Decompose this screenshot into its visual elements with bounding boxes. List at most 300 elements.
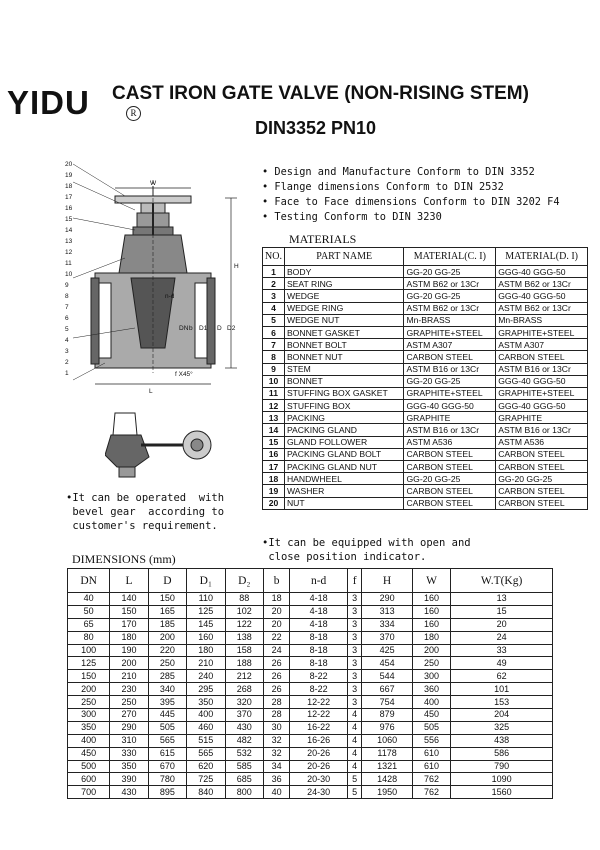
features-list — [262, 165, 560, 225]
dimensions-cell: 200 — [412, 644, 450, 657]
materials-row — [263, 326, 588, 338]
callout-18: 18 — [65, 183, 73, 190]
header-cell: MATERIAL(D. I) — [496, 248, 588, 266]
callout-6: 6 — [65, 315, 69, 322]
dimensions-cell: 565 — [148, 734, 186, 747]
materials-row — [263, 266, 588, 278]
dimensions-cell: 3 — [347, 696, 361, 709]
materials-cell: BODY — [284, 266, 404, 278]
dimensions-cell: 36 — [263, 773, 289, 786]
dimensions-cell: 515 — [187, 734, 225, 747]
materials-header-row — [263, 248, 588, 266]
dimensions-cell: 340 — [148, 683, 186, 696]
materials-cell: GRAPHITE+STEEL — [496, 387, 588, 399]
dimensions-cell: 8-22 — [290, 670, 348, 683]
dimensions-cell: 150 — [148, 593, 186, 606]
dimensions-cell: 150 — [68, 670, 110, 683]
materials-row — [263, 351, 588, 363]
materials-row — [263, 497, 588, 509]
materials-cell: GRAPHITE+STEEL — [496, 326, 588, 338]
materials-cell: GGG-40 GGG-50 — [496, 290, 588, 302]
dimensions-cell: 430 — [110, 786, 148, 799]
dimensions-row — [68, 773, 553, 786]
dimensions-cell: 290 — [362, 593, 412, 606]
dimensions-cell: 438 — [451, 734, 553, 747]
valve-section-drawing — [55, 158, 255, 398]
dimensions-cell: 685 — [225, 773, 263, 786]
materials-cell: 13 — [263, 412, 285, 424]
dimensions-cell: 5 — [347, 786, 361, 799]
dimensions-cell: 200 — [148, 631, 186, 644]
materials-cell: 10 — [263, 375, 285, 387]
dim-label-d1: D1 — [199, 325, 208, 332]
materials-cell: ASTM B62 or 13Cr — [496, 278, 588, 290]
dimensions-cell: 4 — [347, 721, 361, 734]
materials-cell: 15 — [263, 436, 285, 448]
materials-row — [263, 412, 588, 424]
materials-cell: GRAPHITE — [496, 412, 588, 424]
header-cell: D₁ — [187, 569, 225, 593]
dimensions-cell: 150 — [110, 605, 148, 618]
dimensions-cell: 102 — [225, 605, 263, 618]
dimensions-cell: 20 — [263, 618, 289, 631]
dimensions-cell: 34 — [263, 760, 289, 773]
dimensions-cell: 445 — [148, 709, 186, 722]
dimensions-cell: 790 — [451, 760, 553, 773]
dimensions-cell: 840 — [187, 786, 225, 799]
callout-10: 10 — [65, 271, 73, 278]
dimensions-cell: 32 — [263, 734, 289, 747]
dim-label-dn: DN — [179, 325, 189, 332]
callout-20: 20 — [65, 161, 73, 168]
materials-caption: MATERIALS — [289, 232, 357, 246]
dimensions-cell: 28 — [263, 709, 289, 722]
dimensions-cell: 13 — [451, 593, 553, 606]
dimensions-cell: 1090 — [451, 773, 553, 786]
materials-cell: 12 — [263, 400, 285, 412]
materials-cell: HANDWHEEL — [284, 473, 404, 485]
header-cell: b — [263, 569, 289, 593]
dimensions-cell: 610 — [412, 747, 450, 760]
callout-15: 15 — [65, 216, 73, 223]
materials-row — [263, 278, 588, 290]
dimensions-cell: 49 — [451, 657, 553, 670]
materials-cell: CARBON STEEL — [496, 448, 588, 460]
dimensions-cell: 8-18 — [290, 657, 348, 670]
dimensions-cell: 3 — [347, 644, 361, 657]
materials-cell: 20 — [263, 497, 285, 509]
dimensions-cell: 4-18 — [290, 618, 348, 631]
dimensions-cell: 1428 — [362, 773, 412, 786]
callout-13: 13 — [65, 238, 73, 245]
dimensions-cell: 160 — [412, 618, 450, 631]
dimensions-cell: 20-26 — [290, 760, 348, 773]
dimensions-cell: 350 — [110, 760, 148, 773]
dimensions-cell: 762 — [412, 773, 450, 786]
bevel-gear-drawing — [105, 405, 235, 485]
materials-row — [263, 387, 588, 399]
dimensions-cell: 610 — [412, 760, 450, 773]
dimensions-caption: DIMENSIONS (mm) — [72, 552, 176, 566]
dimensions-cell: 400 — [68, 734, 110, 747]
dimensions-cell: 320 — [225, 696, 263, 709]
dimensions-cell: 240 — [187, 670, 225, 683]
materials-row — [263, 473, 588, 485]
dimensions-row — [68, 593, 553, 606]
dimensions-cell: 620 — [187, 760, 225, 773]
dimensions-cell: 15 — [451, 605, 553, 618]
feature-item: • Face to Face dimensions Conform to DIN 3202 F4 — [262, 196, 560, 208]
dimensions-cell: 3 — [347, 657, 361, 670]
materials-row — [263, 375, 588, 387]
dimensions-cell: 160 — [412, 605, 450, 618]
dimensions-cell: 24 — [263, 644, 289, 657]
feature-item: • Design and Manufacture Conform to DIN 3352 — [262, 166, 535, 178]
dimensions-cell: 1950 — [362, 786, 412, 799]
dimensions-cell: 125 — [68, 657, 110, 670]
header-cell: NO. — [263, 248, 285, 266]
dimensions-cell: 50 — [68, 605, 110, 618]
dimensions-cell: 4-18 — [290, 593, 348, 606]
dimensions-cell: 879 — [362, 709, 412, 722]
dimensions-cell: 350 — [187, 696, 225, 709]
callout-16: 16 — [65, 205, 73, 212]
dim-label-h: H — [234, 263, 239, 270]
dimensions-cell: 544 — [362, 670, 412, 683]
materials-cell: 18 — [263, 473, 285, 485]
dimensions-row — [68, 734, 553, 747]
dim-label-b: b — [189, 325, 193, 332]
dimensions-cell: 370 — [225, 709, 263, 722]
materials-row — [263, 424, 588, 436]
dimensions-row — [68, 696, 553, 709]
dim-label-l: L — [149, 388, 153, 395]
feature-item: • Flange dimensions Conform to DIN 2532 — [262, 181, 504, 193]
dimensions-cell: 185 — [148, 618, 186, 631]
header-cell: DN — [68, 569, 110, 593]
dimensions-cell: 20-26 — [290, 747, 348, 760]
dimensions-cell: 110 — [187, 593, 225, 606]
materials-cell: 2 — [263, 278, 285, 290]
dimensions-cell: 500 — [68, 760, 110, 773]
dimensions-cell: 395 — [148, 696, 186, 709]
materials-cell: CARBON STEEL — [404, 485, 496, 497]
materials-cell: ASTM A536 — [404, 436, 496, 448]
materials-cell: GGG-40 GGG-50 — [404, 400, 496, 412]
materials-cell: ASTM B62 or 13Cr — [404, 278, 496, 290]
dimensions-cell: 300 — [68, 709, 110, 722]
materials-cell: CARBON STEEL — [496, 351, 588, 363]
dimensions-cell: 780 — [148, 773, 186, 786]
feature-item: • Testing Conform to DIN 3230 — [262, 211, 442, 223]
materials-row — [263, 314, 588, 326]
dimensions-cell: 1178 — [362, 747, 412, 760]
header-cell: H — [362, 569, 412, 593]
materials-cell: ASTM B16 or 13Cr — [496, 363, 588, 375]
dimensions-cell: 532 — [225, 747, 263, 760]
dimensions-cell: 65 — [68, 618, 110, 631]
dimensions-cell: 1560 — [451, 786, 553, 799]
dimensions-cell: 482 — [225, 734, 263, 747]
dimensions-cell: 204 — [451, 709, 553, 722]
dimensions-cell: 270 — [110, 709, 148, 722]
materials-cell: ASTM A307 — [496, 339, 588, 351]
dimensions-cell: 3 — [347, 605, 361, 618]
callout-12: 12 — [65, 249, 73, 256]
header-cell: PART NAME — [284, 248, 404, 266]
materials-cell: 6 — [263, 326, 285, 338]
dimensions-cell: 754 — [362, 696, 412, 709]
dimensions-cell: 3 — [347, 593, 361, 606]
dimensions-row — [68, 644, 553, 657]
dimensions-cell: 290 — [110, 721, 148, 734]
dimensions-cell: 26 — [263, 683, 289, 696]
dimensions-cell: 26 — [263, 657, 289, 670]
dimensions-cell: 4 — [347, 709, 361, 722]
materials-row — [263, 339, 588, 351]
materials-cell: GG-20 GG-25 — [496, 473, 588, 485]
materials-cell: 17 — [263, 461, 285, 473]
dim-label-nd: n-d — [165, 293, 175, 300]
callout-9: 9 — [65, 282, 69, 289]
dimensions-cell: 200 — [110, 657, 148, 670]
dimensions-header-row — [68, 569, 553, 593]
dimensions-cell: 122 — [225, 618, 263, 631]
materials-cell: GG-20 GG-25 — [404, 375, 496, 387]
materials-cell: GRAPHITE+STEEL — [404, 387, 496, 399]
dim-label-w: W — [150, 180, 157, 187]
dimensions-cell: 670 — [148, 760, 186, 773]
dimensions-cell: 40 — [68, 593, 110, 606]
dimensions-row — [68, 605, 553, 618]
materials-cell: WEDGE NUT — [284, 314, 404, 326]
materials-cell: GG-20 GG-25 — [404, 266, 496, 278]
dimensions-cell: 125 — [187, 605, 225, 618]
materials-cell: ASTM B16 or 13Cr — [404, 424, 496, 436]
materials-cell: Mn-BRASS — [404, 314, 496, 326]
materials-cell: BONNET GASKET — [284, 326, 404, 338]
dimensions-cell: 505 — [148, 721, 186, 734]
dimensions-cell: 24-30 — [290, 786, 348, 799]
dimensions-row — [68, 760, 553, 773]
dimensions-cell: 725 — [187, 773, 225, 786]
materials-row — [263, 436, 588, 448]
dimensions-cell: 430 — [225, 721, 263, 734]
dimensions-cell: 762 — [412, 786, 450, 799]
dimensions-cell: 800 — [225, 786, 263, 799]
dimensions-cell: 565 — [187, 747, 225, 760]
callout-4: 4 — [65, 337, 69, 344]
dimensions-cell: 230 — [110, 683, 148, 696]
materials-cell: ASTM B16 or 13Cr — [496, 424, 588, 436]
materials-cell: GGG-40 GGG-50 — [496, 400, 588, 412]
dimensions-row — [68, 709, 553, 722]
brand-logo: YIDU — [7, 84, 90, 121]
materials-row — [263, 485, 588, 497]
materials-cell: PACKING GLAND BOLT — [284, 448, 404, 460]
dimensions-row — [68, 657, 553, 670]
materials-cell: 14 — [263, 424, 285, 436]
materials-cell: GG-20 GG-25 — [404, 290, 496, 302]
header-cell: D₂ — [225, 569, 263, 593]
materials-cell: 16 — [263, 448, 285, 460]
materials-cell: 4 — [263, 302, 285, 314]
materials-cell: 11 — [263, 387, 285, 399]
dimensions-row — [68, 721, 553, 734]
dimensions-cell: 1060 — [362, 734, 412, 747]
header-cell: L — [110, 569, 148, 593]
materials-cell: 8 — [263, 351, 285, 363]
materials-cell: ASTM B62 or 13Cr — [496, 302, 588, 314]
dimensions-cell: 20 — [451, 618, 553, 631]
callout-8: 8 — [65, 293, 69, 300]
dimensions-row — [68, 618, 553, 631]
dimensions-cell: 12-22 — [290, 709, 348, 722]
materials-cell: GLAND FOLLOWER — [284, 436, 404, 448]
registered-mark: R — [126, 106, 141, 121]
dimensions-cell: 160 — [412, 593, 450, 606]
dim-label-d2: D2 — [227, 325, 236, 332]
materials-cell: PACKING — [284, 412, 404, 424]
dimensions-cell: 212 — [225, 670, 263, 683]
dimensions-cell: 1321 — [362, 760, 412, 773]
dimensions-cell: 586 — [451, 747, 553, 760]
dimensions-cell: 295 — [187, 683, 225, 696]
header-cell: MATERIAL(C. I) — [404, 248, 496, 266]
dimensions-cell: 3 — [347, 683, 361, 696]
dimensions-cell: 200 — [68, 683, 110, 696]
dimensions-cell: 180 — [110, 631, 148, 644]
dimensions-cell: 667 — [362, 683, 412, 696]
dimensions-cell: 615 — [148, 747, 186, 760]
dimensions-cell: 4 — [347, 734, 361, 747]
dimensions-cell: 895 — [148, 786, 186, 799]
dimensions-cell: 16-26 — [290, 734, 348, 747]
indicator-note: •It can be equipped with open and close position indicator. — [262, 537, 471, 563]
dimensions-cell: 210 — [187, 657, 225, 670]
dimensions-cell: 28 — [263, 696, 289, 709]
dimensions-cell: 88 — [225, 593, 263, 606]
dimensions-cell: 153 — [451, 696, 553, 709]
callout-2: 2 — [65, 359, 69, 366]
dimensions-cell: 26 — [263, 670, 289, 683]
materials-cell: ASTM B16 or 13Cr — [404, 363, 496, 375]
callout-14: 14 — [65, 227, 73, 234]
callout-1: 1 — [65, 370, 69, 377]
materials-cell: 3 — [263, 290, 285, 302]
dim-label-f: f X45° — [175, 371, 193, 378]
dimensions-cell: 505 — [412, 721, 450, 734]
materials-cell: GGG-40 GGG-50 — [496, 375, 588, 387]
materials-cell: BONNET — [284, 375, 404, 387]
dimensions-cell: 220 — [148, 644, 186, 657]
dimensions-cell: 30 — [263, 721, 289, 734]
dimensions-cell: 250 — [412, 657, 450, 670]
dim-label-d: D — [217, 325, 222, 332]
dimensions-cell: 145 — [187, 618, 225, 631]
dimensions-cell: 4-18 — [290, 605, 348, 618]
materials-cell: CARBON STEEL — [496, 497, 588, 509]
dimensions-cell: 976 — [362, 721, 412, 734]
dimensions-cell: 8-22 — [290, 683, 348, 696]
header-cell: D — [148, 569, 186, 593]
materials-cell: NUT — [284, 497, 404, 509]
dimensions-cell: 101 — [451, 683, 553, 696]
dimensions-cell: 4 — [347, 760, 361, 773]
materials-row — [263, 400, 588, 412]
dimensions-cell: 62 — [451, 670, 553, 683]
dimensions-cell: 180 — [187, 644, 225, 657]
materials-row — [263, 363, 588, 375]
dimensions-cell: 160 — [187, 631, 225, 644]
dimensions-cell: 190 — [110, 644, 148, 657]
materials-cell: GGG-40 GGG-50 — [496, 266, 588, 278]
materials-cell: CARBON STEEL — [404, 461, 496, 473]
callout-19: 19 — [65, 172, 73, 179]
dimensions-cell: 22 — [263, 631, 289, 644]
header-cell: W.T(Kg) — [451, 569, 553, 593]
materials-row — [263, 461, 588, 473]
materials-cell: WEDGE RING — [284, 302, 404, 314]
materials-cell: CARBON STEEL — [496, 485, 588, 497]
dimensions-cell: 16-22 — [290, 721, 348, 734]
callout-7: 7 — [65, 304, 69, 311]
dimensions-cell: 188 — [225, 657, 263, 670]
document-title: CAST IRON GATE VALVE (NON-RISING STEM) — [112, 83, 529, 104]
materials-row — [263, 290, 588, 302]
dimensions-cell: 250 — [68, 696, 110, 709]
dimensions-cell: 268 — [225, 683, 263, 696]
dimensions-cell: 4 — [347, 747, 361, 760]
dimensions-cell: 400 — [412, 696, 450, 709]
materials-cell: GG-20 GG-25 — [404, 473, 496, 485]
header-cell: W — [412, 569, 450, 593]
callout-5: 5 — [65, 326, 69, 333]
dimensions-cell: 24 — [451, 631, 553, 644]
dimensions-cell: 80 — [68, 631, 110, 644]
dimensions-cell: 350 — [68, 721, 110, 734]
dimensions-cell: 600 — [68, 773, 110, 786]
header-cell: f — [347, 569, 361, 593]
dimensions-cell: 165 — [148, 605, 186, 618]
dimensions-row — [68, 670, 553, 683]
materials-cell: 5 — [263, 314, 285, 326]
dimensions-cell: 370 — [362, 631, 412, 644]
materials-cell: CARBON STEEL — [496, 461, 588, 473]
dimensions-cell: 325 — [451, 721, 553, 734]
dimensions-row — [68, 786, 553, 799]
dimensions-cell: 210 — [110, 670, 148, 683]
dimensions-cell: 170 — [110, 618, 148, 631]
dimensions-cell: 33 — [451, 644, 553, 657]
dimensions-cell: 140 — [110, 593, 148, 606]
dimensions-cell: 20-30 — [290, 773, 348, 786]
materials-cell: BONNET NUT — [284, 351, 404, 363]
dimensions-cell: 400 — [187, 709, 225, 722]
materials-cell: WEDGE — [284, 290, 404, 302]
dimensions-cell: 310 — [110, 734, 148, 747]
materials-cell: ASTM A307 — [404, 339, 496, 351]
materials-cell: 9 — [263, 363, 285, 375]
dimensions-cell: 8-18 — [290, 644, 348, 657]
materials-cell: BONNET BOLT — [284, 339, 404, 351]
materials-table — [262, 247, 588, 510]
materials-cell: GRAPHITE — [404, 412, 496, 424]
dimensions-row — [68, 747, 553, 760]
dimensions-cell: 330 — [110, 747, 148, 760]
dimensions-cell: 20 — [263, 605, 289, 618]
materials-cell: PACKING GLAND — [284, 424, 404, 436]
